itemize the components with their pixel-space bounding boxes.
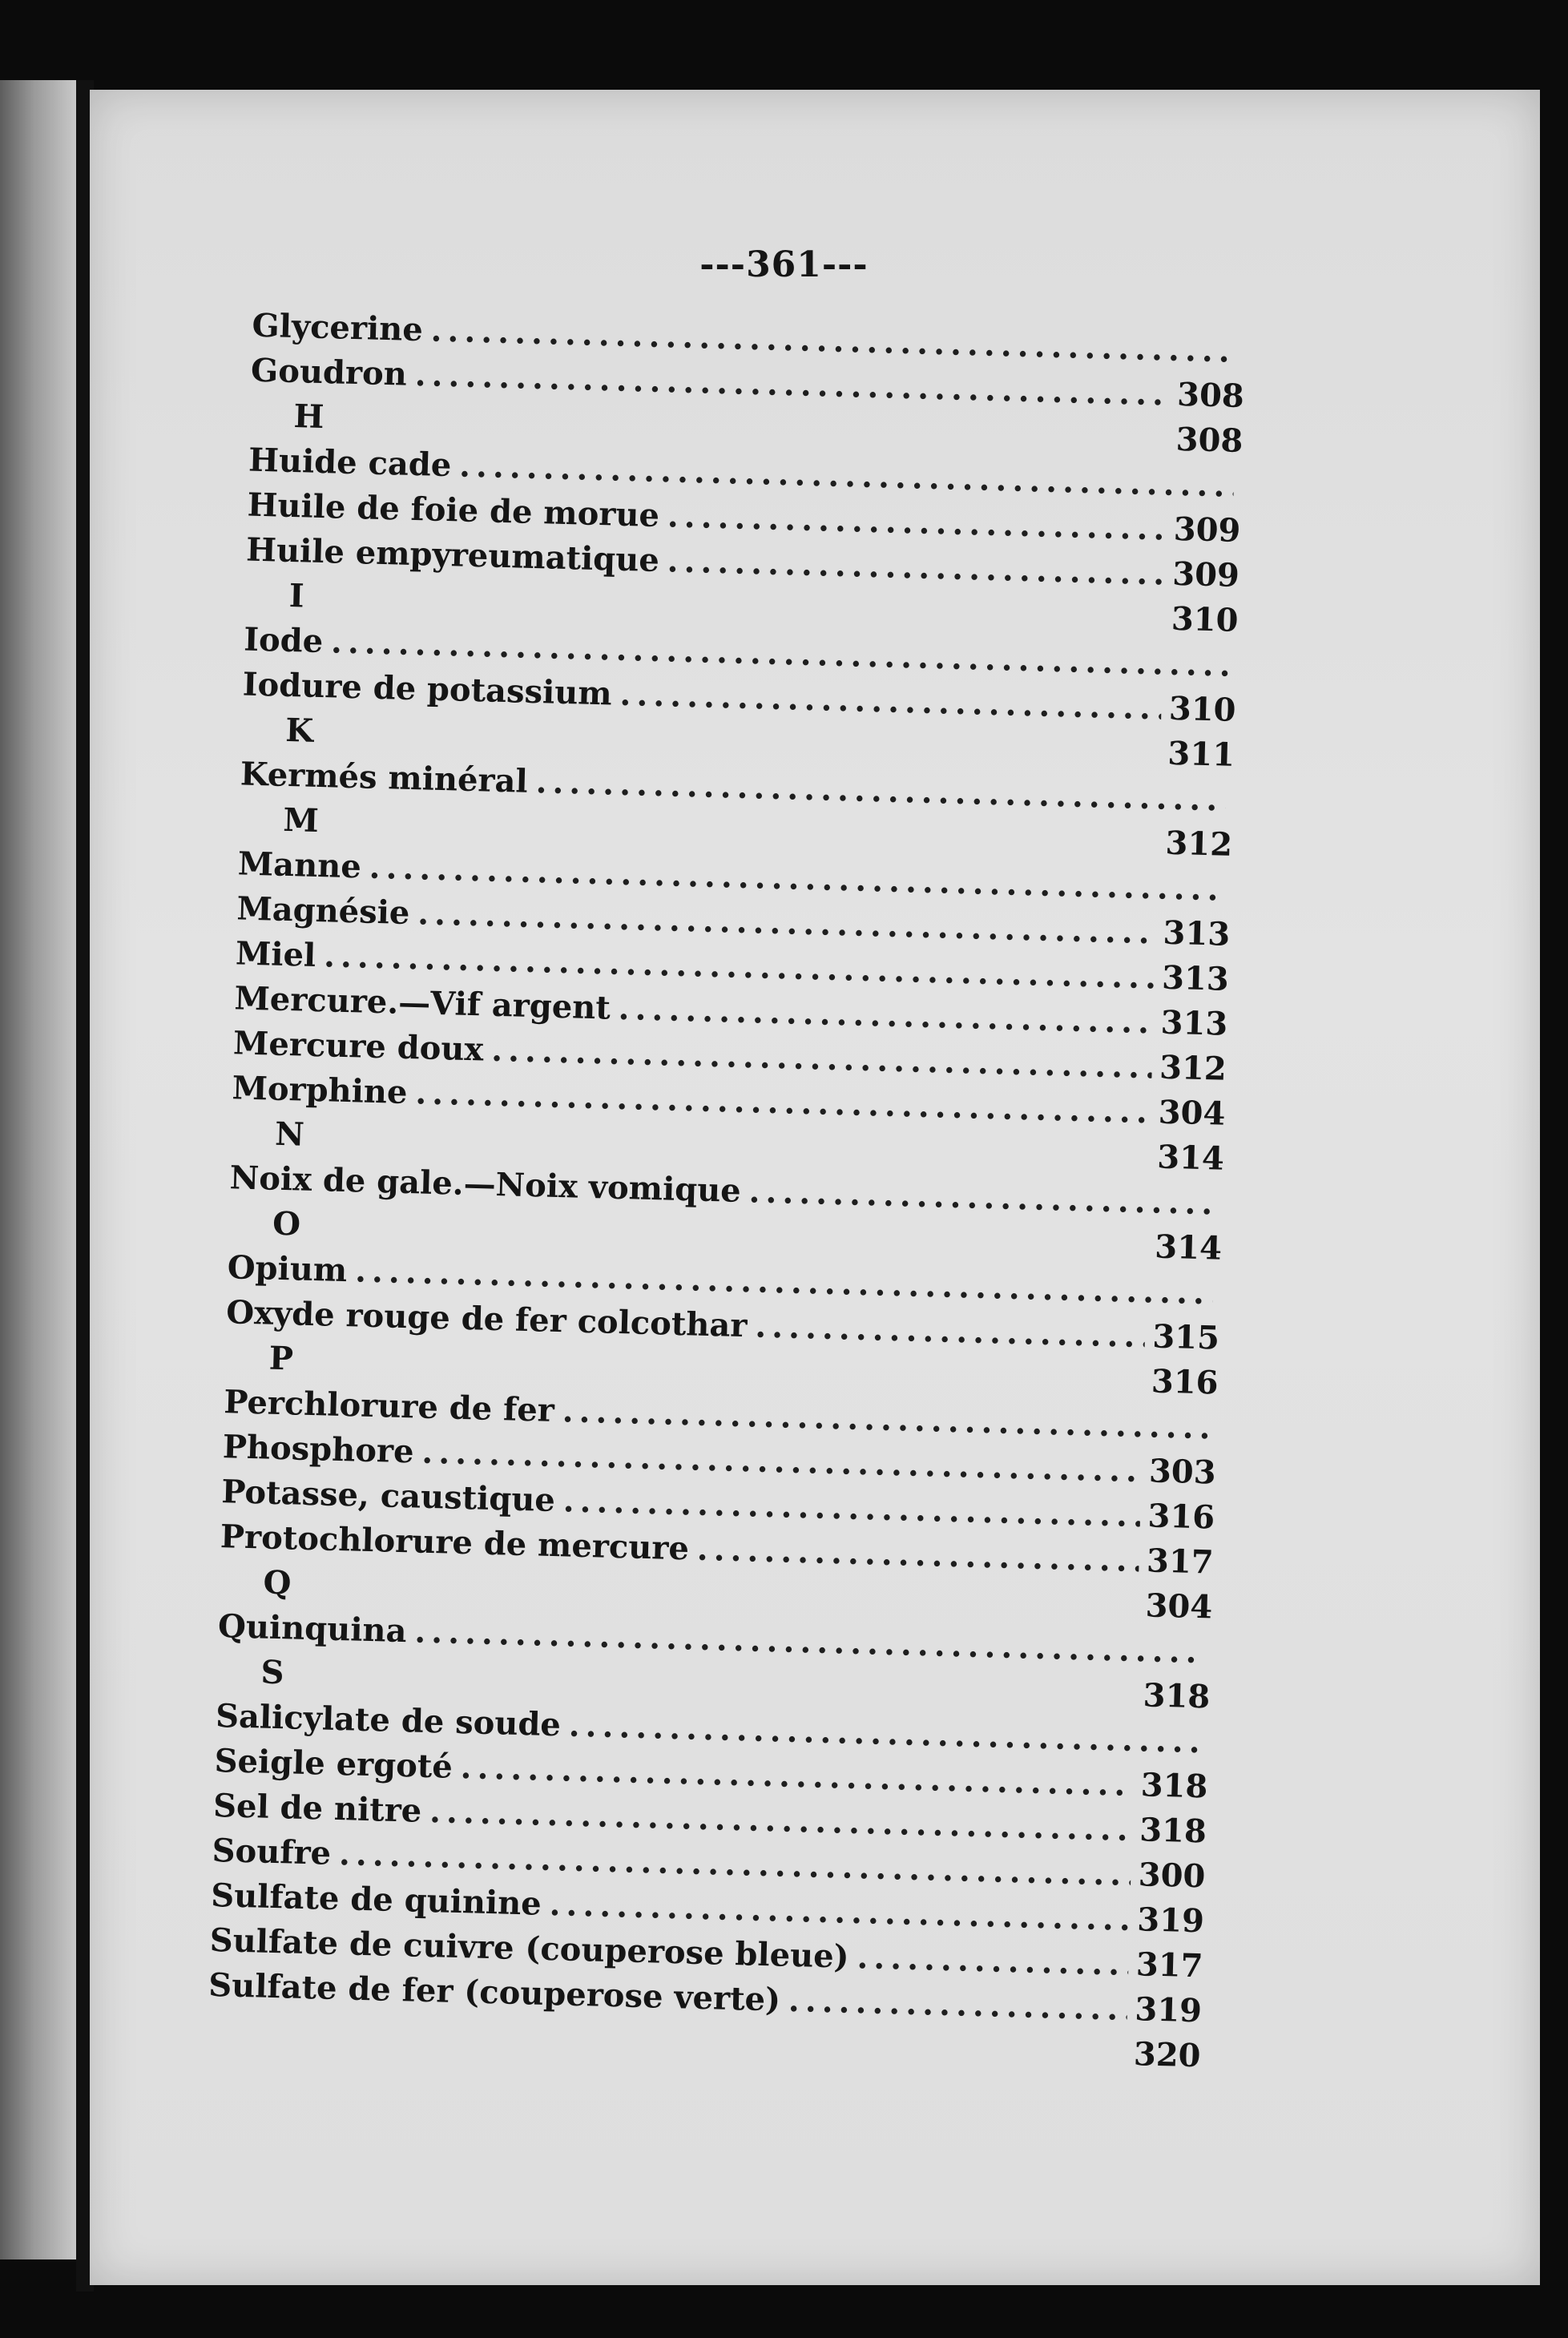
index-page-ref: 304	[1145, 1586, 1213, 1627]
index-page-ref: 304	[1158, 1093, 1226, 1133]
index-page-ref: 319	[1136, 1901, 1205, 1941]
page-number: ---361---	[699, 244, 869, 285]
index-entry-label: Phosphore	[222, 1428, 415, 1471]
index-entry-label: Potasse, caustique	[220, 1473, 556, 1520]
index-page-ref: 319	[1134, 1990, 1203, 2030]
index-entry-label: Noix de gale.—Noix vomique	[229, 1159, 742, 1210]
index-entry-label: Perchlorure de fer	[223, 1383, 555, 1429]
index-entry-label: Goudron	[250, 351, 408, 393]
index-entry-label: Magnésie	[236, 889, 410, 933]
index-page-ref: 318	[1140, 1766, 1208, 1806]
dot-leader	[857, 1938, 1129, 1983]
index-page-ref: 312	[1159, 1048, 1227, 1088]
index-page-ref: 317	[1146, 1542, 1215, 1582]
index-page-ref: 315	[1151, 1317, 1220, 1357]
index-letter-heading: M	[282, 800, 320, 840]
index-entry-label: Huide cade	[248, 441, 452, 485]
index-page-ref: 300	[1138, 1856, 1206, 1896]
index-entry-label: Mercure doux	[232, 1024, 484, 1069]
index-entry-label: Protochlorure de mercure	[220, 1518, 690, 1568]
index-entry-label: Miel	[235, 934, 316, 974]
index-entry-label: Mercure.—Vif argent	[234, 979, 611, 1027]
index-page-ref: 316	[1151, 1362, 1219, 1402]
index-entry-label: Iodure de potassium	[242, 665, 613, 713]
index-letter-heading: S	[260, 1653, 285, 1692]
index-page-ref: 316	[1147, 1497, 1215, 1537]
index-list	[0, 300, 1568, 2086]
index-page-ref: 311	[1167, 734, 1235, 774]
index-letter-heading: I	[288, 576, 305, 615]
index-letter-heading: P	[268, 1339, 294, 1378]
index-entry-label: Manne	[237, 845, 362, 886]
index-entry-label: Sulfate de cuivre (couperose bleue)	[209, 1921, 850, 1976]
index-entry-label: Morphine	[232, 1069, 409, 1112]
index-letter-heading: H	[293, 397, 325, 437]
index-page-ref: 303	[1148, 1452, 1217, 1492]
index-page-ref: 320	[1133, 2035, 1202, 2075]
index-page-ref: 309	[1173, 510, 1241, 550]
index-page-ref: 310	[1168, 689, 1237, 729]
index-page-ref: 313	[1160, 1003, 1228, 1043]
index-page-ref: 313	[1161, 958, 1230, 998]
index-page-ref: 313	[1163, 913, 1231, 953]
index-letter-heading: N	[274, 1115, 305, 1154]
index-page-ref: 310	[1171, 599, 1239, 639]
index-entry-label: Soufre	[212, 1831, 332, 1872]
index-page-ref: 317	[1135, 1945, 1204, 1985]
index-page-ref: 314	[1156, 1138, 1225, 1178]
index-page-ref: 308	[1175, 420, 1244, 461]
index-entry-label: Seigle ergoté	[214, 1742, 453, 1786]
index-entry-label: Kermés minéral	[240, 755, 529, 800]
index-entry-label: Salicylate de soude	[215, 1697, 562, 1744]
dot-leader	[788, 1981, 1127, 2028]
index-entry-label: Sulfate de quinine	[210, 1876, 542, 1923]
index-letter-heading: Q	[262, 1563, 292, 1602]
index-entry-label: Sulfate de fer (couperose verte)	[208, 1965, 781, 2019]
index-page-ref: 309	[1171, 554, 1240, 595]
index-page-ref: 318	[1143, 1676, 1211, 1716]
index-page-ref: 308	[1176, 375, 1245, 416]
index-letter-heading: K	[284, 711, 314, 750]
index-letter-heading: O	[272, 1204, 301, 1244]
index-entry-label: Sel de nitre	[212, 1786, 422, 1830]
index-entry-label: Huile de foie de morue	[247, 486, 660, 535]
index-entry-label: Opium	[227, 1248, 348, 1290]
index-page-ref: 314	[1154, 1227, 1223, 1268]
index-entry-label: Glycerine	[251, 306, 424, 349]
index-page-ref: 318	[1139, 1811, 1207, 1851]
index-entry-label: Oxyde rouge de fer colcothar	[225, 1293, 748, 1345]
index-entry-label: Huile empyreumatique	[245, 530, 660, 580]
index-entry-label: Quinquina	[217, 1607, 408, 1651]
index-entry-label: Iode	[243, 620, 324, 661]
index-page-ref: 312	[1164, 824, 1233, 864]
